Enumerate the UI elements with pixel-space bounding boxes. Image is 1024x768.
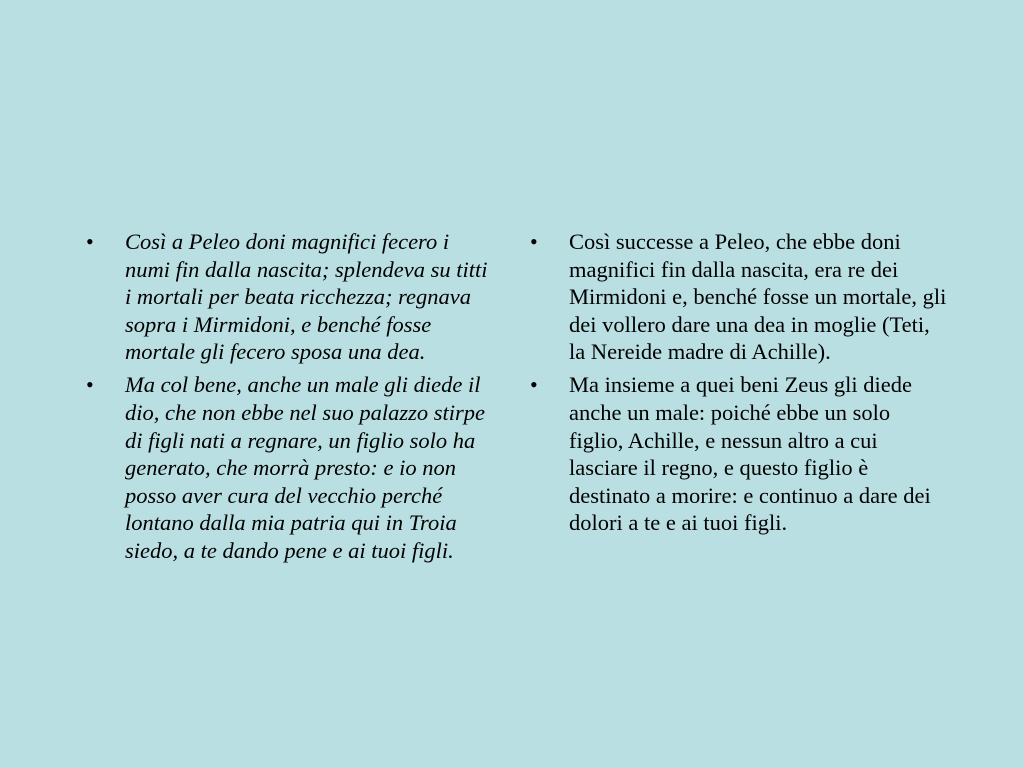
right-bullet-item-2 [530, 371, 950, 537]
right-bullet-text-1: Così successe a Peleo, che ebbe doni magnifici fin dalla nascita, era re dei Mirmidoni e, benché fosse un mortale, gli dei vollero dare una dea in moglie (Teti, la Nereide madre di Achille). [569, 229, 947, 365]
bullet-icon: • [86, 229, 94, 254]
left-bullet-text-2: Ma col bene, anche un male gli diede il dio, che non ebbe nel suo palazzo stirpe di figli nati a regnare, un figlio solo ha generato, che morrà presto: e io non posso aver cura del vecchio perché lontano dalla mia patria qui in Troia siedo, a te dando pene e ai tuoi figli. [125, 372, 485, 564]
bullet-icon: • [530, 229, 538, 254]
right-bullet-item-1 [530, 228, 950, 366]
right-bullet-text-2: Ma insieme a quei beni Zeus gli diede anche un male: poiché ebbe un solo figlio, Achille, e nessun altro a cui lasciare il regno, e questo figlio è destinato a morire: e continuo a dare dei dolori a te e ai tuoi figli. [569, 372, 931, 536]
left-bullet-item-2 [86, 371, 494, 564]
left-column-original-text [86, 228, 494, 570]
bullet-icon: • [530, 372, 538, 398]
left-bullet-text-1: Così a Peleo doni magnifici fecero i numi fin dalla nascita; splendeva su titti i mortali per beata ricchezza; regnava sopra i Mirmidoni, e benché fosse mortale gli fecero sposa una dea. [125, 229, 488, 365]
left-bullet-item-1 [86, 228, 494, 366]
right-column-paraphrase [530, 228, 950, 543]
bullet-icon: • [86, 372, 94, 398]
